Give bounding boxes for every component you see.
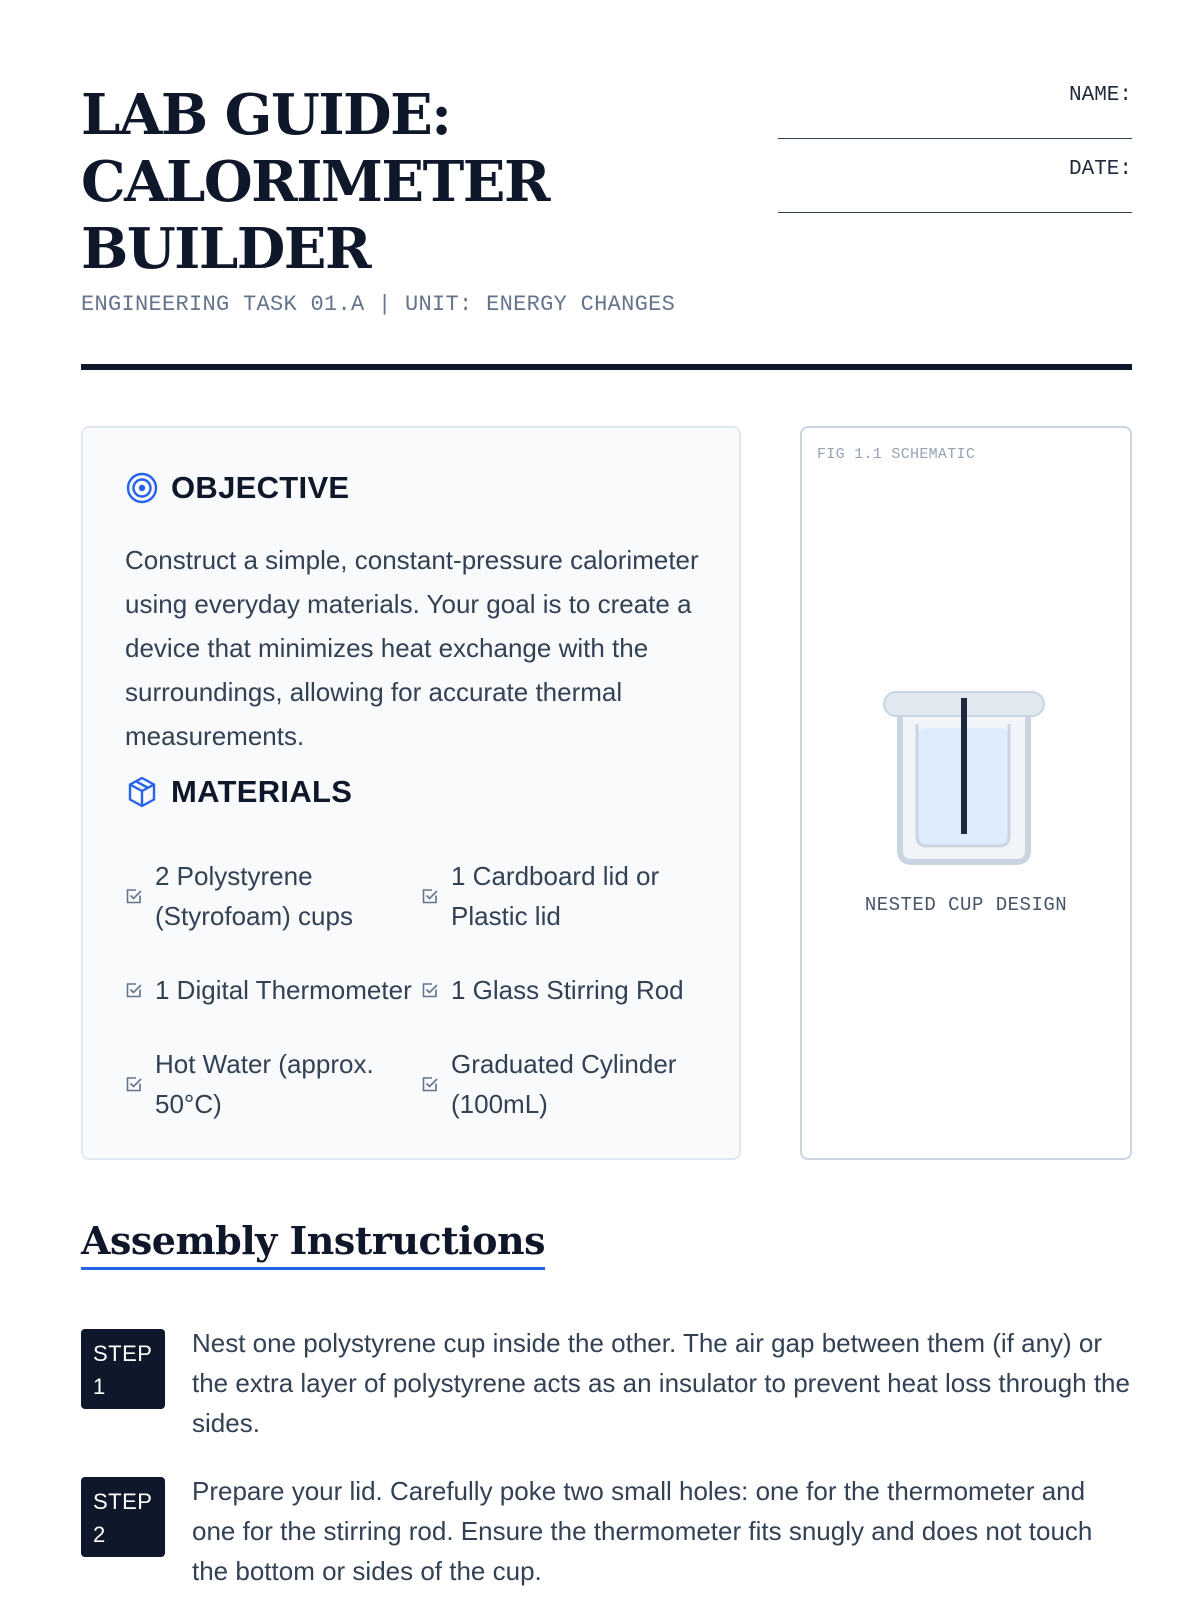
step-badge: STEP 1 bbox=[81, 1329, 165, 1409]
checkbox-icon bbox=[125, 981, 143, 999]
info-card bbox=[81, 426, 741, 1160]
list-item bbox=[421, 950, 705, 1030]
list-item bbox=[421, 856, 705, 936]
name-field[interactable] bbox=[778, 138, 1132, 139]
figure-caption: NESTED CUP DESIGN bbox=[864, 894, 1068, 916]
list-item bbox=[421, 1044, 705, 1124]
date-label: DATE: bbox=[1068, 158, 1132, 181]
date-row bbox=[778, 154, 1132, 228]
materials-heading bbox=[125, 774, 352, 810]
material-label: 2 Polystyrene (Styrofoam) cups bbox=[155, 861, 353, 931]
step-badge: STEP 2 bbox=[81, 1477, 165, 1557]
lab-guide-page bbox=[81, 0, 1132, 1600]
box-icon bbox=[125, 775, 159, 809]
date-field[interactable] bbox=[778, 212, 1132, 213]
material-label: 1 Glass Stirring Rod bbox=[451, 975, 684, 1005]
material-label: 1 Digital Thermometer bbox=[155, 975, 412, 1005]
material-label: 1 Cardboard lid or Plastic lid bbox=[451, 861, 660, 931]
list-item bbox=[125, 1044, 421, 1124]
checkbox-icon bbox=[421, 981, 439, 999]
name-label: NAME: bbox=[1068, 84, 1132, 107]
checkbox-icon bbox=[125, 887, 143, 905]
list-item bbox=[125, 950, 421, 1030]
step-text: Prepare your lid. Carefully poke two small holes: one for the thermometer and one for the stirring rod. Ensure the thermometer fits snugly and does not touch the bottom or sides of the cup. bbox=[192, 1476, 1093, 1586]
figure-label: FIG 1.1 SCHEMATIC bbox=[817, 446, 976, 463]
checkbox-icon bbox=[125, 1075, 143, 1093]
material-label: Hot Water (approx. 50°C) bbox=[155, 1049, 374, 1119]
checkbox-icon bbox=[421, 887, 439, 905]
thermometer-rod bbox=[961, 698, 967, 834]
nested-cup-diagram bbox=[882, 668, 1046, 868]
materials-list bbox=[125, 856, 705, 1124]
materials-title: MATERIALS bbox=[171, 774, 353, 809]
student-info bbox=[778, 80, 1132, 228]
objective-text: Construct a simple, constant-pressure calorimeter using everyday materials. Your goal is to create a device that minimizes heat exchange with the surroundings, allowing for accurate thermal measurements. bbox=[125, 545, 699, 751]
page-title: LAB GUIDE: CALORIMETER BUILDER bbox=[81, 82, 549, 282]
target-icon bbox=[125, 471, 159, 505]
objective-heading bbox=[125, 470, 349, 506]
list-item bbox=[125, 856, 421, 936]
objective-title: OBJECTIVE bbox=[171, 470, 350, 505]
assembly-title: Assembly Instructions bbox=[81, 1218, 545, 1270]
header-divider bbox=[81, 364, 1132, 370]
schematic-figure bbox=[800, 426, 1132, 1160]
page-subtitle: ENGINEERING TASK 01.A | UNIT: ENERGY CHANGES bbox=[81, 292, 676, 317]
material-label: Graduated Cylinder (100mL) bbox=[451, 1049, 677, 1119]
checkbox-icon bbox=[421, 1075, 439, 1093]
name-row bbox=[778, 80, 1132, 154]
step-text: Nest one polystyrene cup inside the other. The air gap between them (if any) or the extra layer of polystyrene acts as an insulator to prevent heat loss through the sides. bbox=[192, 1328, 1130, 1438]
